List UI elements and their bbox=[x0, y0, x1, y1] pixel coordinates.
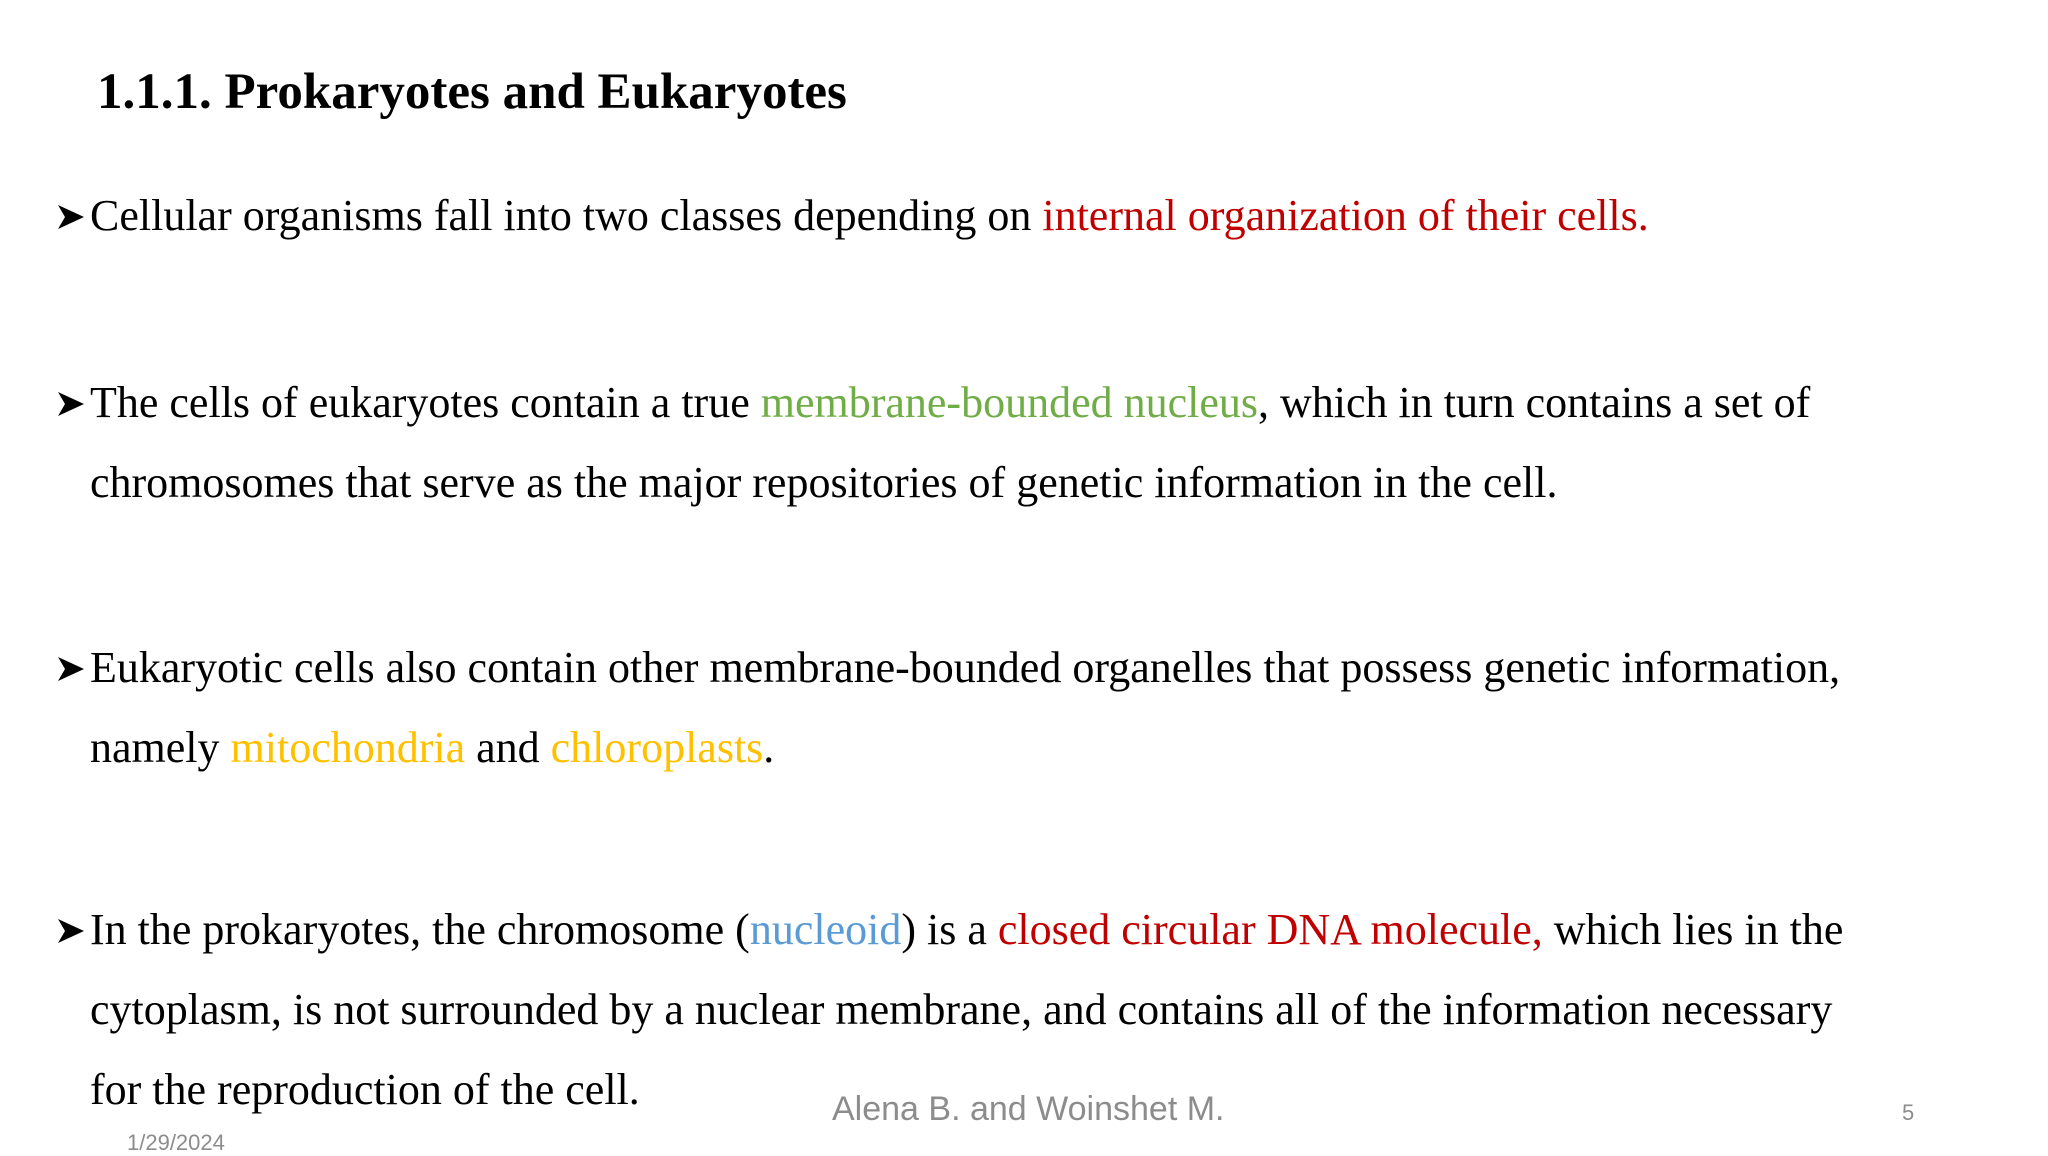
slide-footer: Alena B. and Woinshet M. bbox=[832, 1090, 1225, 1128]
bullet-text: In the prokaryotes, the chromosome ( bbox=[90, 905, 750, 954]
arrowhead-bullet-icon bbox=[56, 890, 90, 970]
slide-title: 1.1.1. Prokaryotes and Eukaryotes bbox=[97, 64, 847, 120]
highlight-text: nucleoid bbox=[749, 905, 902, 954]
highlight-text: chloroplasts bbox=[550, 723, 764, 772]
arrowhead-bullet-icon bbox=[56, 176, 90, 256]
bullet-item bbox=[56, 628, 1840, 788]
bullet-text: which lies in the bbox=[1542, 905, 1844, 954]
bullet-text: and bbox=[465, 723, 551, 772]
highlight-text: mitochondria bbox=[230, 723, 466, 772]
slide-date: 1/29/2024 bbox=[127, 1130, 225, 1155]
bullet-line: chromosomes that serve as the major repositories of genetic information in the cell. bbox=[90, 458, 1558, 507]
bullet-line bbox=[56, 708, 1840, 788]
bullet-text: . bbox=[763, 723, 775, 772]
bullet-text: ) is a bbox=[901, 905, 998, 954]
bullet-line bbox=[56, 176, 1649, 256]
highlight-text: closed circular DNA molecule, bbox=[997, 905, 1543, 954]
arrowhead-bullet-icon bbox=[56, 628, 90, 708]
highlight-text: internal organization of their cells. bbox=[1042, 191, 1649, 240]
bullet-line: for the reproduction of the cell. bbox=[90, 1065, 640, 1114]
bullet-line: cytoplasm, is not surrounded by a nuclear membrane, and contains all of the information necessary bbox=[90, 985, 1833, 1034]
bullet-line: Eukaryotic cells also contain other membrane-bounded organelles that possess genetic information, bbox=[90, 643, 1841, 692]
bullet-text: namely bbox=[90, 723, 231, 772]
bullet-line bbox=[56, 363, 1810, 443]
bullet-text: Cellular organisms fall into two classes depending on bbox=[90, 191, 1043, 240]
arrowhead-bullet-icon bbox=[56, 363, 90, 443]
bullet-text: , which in turn contains a set of bbox=[1258, 378, 1811, 427]
bullet-item bbox=[56, 176, 1649, 256]
bullet-line bbox=[56, 890, 1843, 970]
page-number: 5 bbox=[1902, 1100, 1915, 1125]
highlight-text: membrane-bounded nucleus bbox=[760, 378, 1259, 427]
bullet-text: The cells of eukaryotes contain a true bbox=[90, 378, 761, 427]
bullet-item bbox=[56, 363, 1810, 523]
